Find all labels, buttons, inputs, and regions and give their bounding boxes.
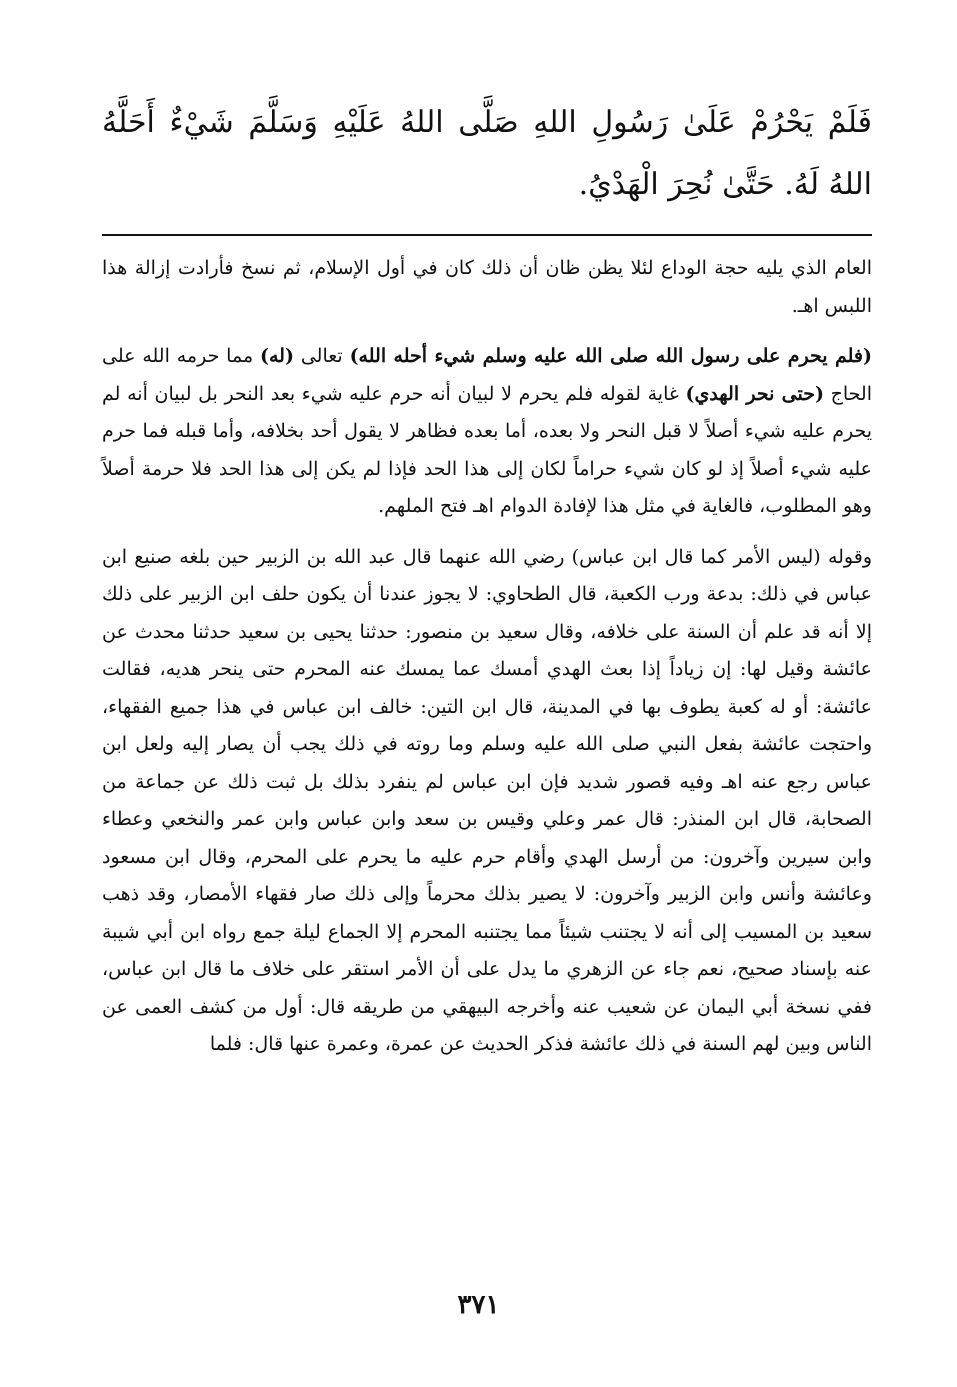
quoted-text: (فلم يحرم على رسول الله صلى الله عليه وسلم شيء أحله الله) — [349, 345, 872, 367]
commentary-text: غاية لقوله فلم يحرم لا لبيان أنه حرم عليه شيء بعد النحر بل لبيان أنه لم يحرم عليه شيء أصلاً لا قبل النحر ولا بعده، أما بعده فظاهر لا يقول أحد بخلافه، وأما قبله فما حرم عليه شيء أصلاً إذ لو كان شيء حراماً لكان إلى هذا الحد فإذا لم يكن إلى هذا الحد فلا حرمة أصلاً وهو المطلوب، فالغاية في مثل هذا لإفادة الدوام اهـ فتح الملهم. — [102, 382, 872, 517]
commentary-paragraph: وقوله (ليس الأمر كما قال ابن عباس) رضي الله عنهما قال عبد الله بن الزبير حين بلغه صنيع ابن عباس في ذلك: بدعة ورب الكعبة، قال الطحاوي: لا يجوز عندنا أن يكون حلف ابن الزبير على ذلك إلا أنه قد علم أن السنة على خلافه، وقال سعيد بن منصور: حدثنا يحيى بن سعيد حدثنا محدث عن عائشة وقيل لها: إن زياداً إذا بعث الهدي أمسك عما يمسك عنه المحرم حتى ينحر هديه، فقالت عائشة: أو له كعبة يطوف بها في المدينة، قال ابن التين: خالف ابن عباس في هذا جميع الفقهاء، واحتجت عائشة بفعل النبي صلى الله عليه وسلم وما روته في ذلك يجب أن يصار إليه ولعل ابن عباس رجع عنه اهـ وفيه قصور شديد فإن ابن عباس لم ينفرد بذلك بل ثبت ذلك عن جماعة من الصحابة، قال ابن المنذر: قال عمر وعلي وقيس بن سعد وابن عباس وابن عمر والنخعي وعطاء وابن سيرين وآخرون: من أرسل الهدي وأقام حرم عليه ما يحرم على المحرم، وقال ابن مسعود وعائشة وأنس وابن الزبير وآخرون: لا يصير بذلك محرماً وإلى ذلك صار فقهاء الأمصار، وقد ذهب سعيد بن المسيب إلى أنه لا يجتنب شيئاً مما يجتنبه المحرم إلا الجماع ليلة جمع رواه ابن أبي شيبة عنه بإسناد صحيح، نعم جاء عن الزهري ما يدل على أن الأمر استقر على خلاف ما قال ابن عباس، ففي نسخة أبي اليمان عن شعيب عنه وأخرجه البيهقي من طريقه قال: أول من كشف العمى عن الناس وبين لهم السنة في ذلك عائشة فذكر الحديث عن عمرة، وعمرة عنها قال: فلما — [102, 545, 872, 1055]
commentary-text: تعالى — [293, 345, 350, 367]
commentary-paragraph — [102, 338, 872, 526]
main-hadith-text: فَلَمْ يَحْرُمْ عَلَىٰ رَسُولِ اللهِ صَلَّى اللهُ عَلَيْهِ وَسَلَّمَ شَيْءٌ أَحَلَّهُ اللهُ لَهُ. حَتَّىٰ نُحِرَ الْهَدْيُ. — [102, 105, 872, 202]
quoted-text: (له) — [260, 345, 294, 367]
page-number: ٣٧١ — [457, 1290, 500, 1320]
footnote-divider — [102, 234, 872, 236]
commentary-text: مما حرمه الله على الحاج — [102, 345, 873, 405]
commentary-paragraph: العام الذي يليه حجة الوداع لئلا يظن ظان أن ذلك كان في أول الإسلام، ثم نسخ فأرادت إزالة هذا اللبس اهـ. — [102, 257, 872, 317]
commentary-section — [102, 250, 872, 1064]
quoted-text: (حتى نحر الهدي) — [685, 382, 824, 405]
